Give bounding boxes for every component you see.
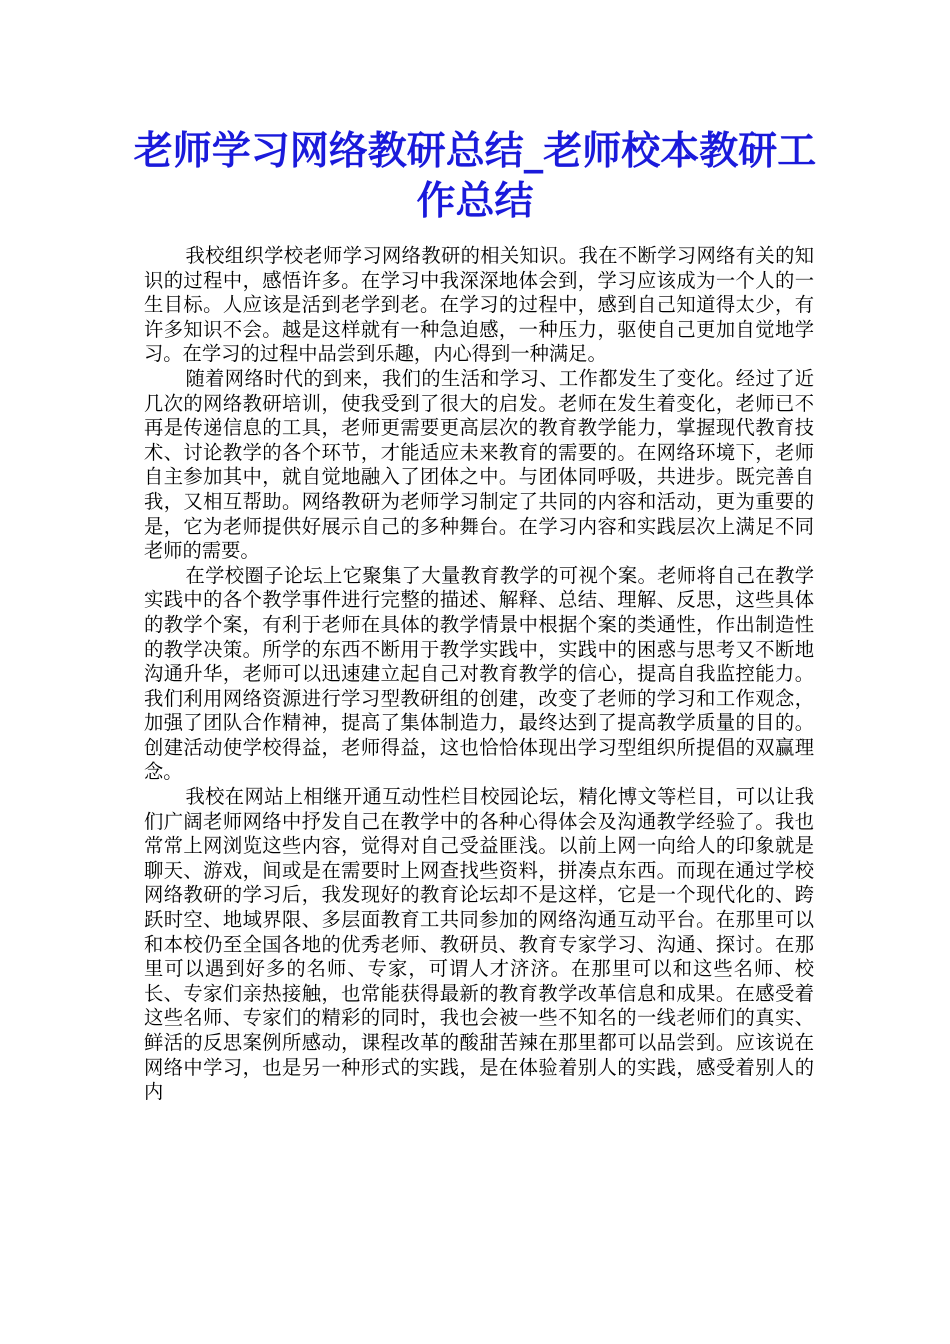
document-body — [144, 244, 814, 1105]
document-title: 老师学习网络教研总结_老师校本教研工作总结 — [133, 128, 817, 224]
paragraph-4: 我校在网站上相继开通互动性栏目校园论坛，精化博文等栏目，可以让我们广阔老师网络中抒发自己在教学中的各种心得体会及沟通教学经验了。我也常常上网浏览这些内容，觉得对自己受益匪浅。以前上网一向给人的印象就是聊天、游戏，间或是在需要时上网查找些资料，拼凑点东西。而现在通过学校网络教研的学习后，我发现好的教育论坛却不是这样，它是一个现代化的、跨跃时空、地域界限、多层面教育工共同参加的网络沟通互动平台。在那里可以和本校仍至全国各地的优秀老师、教研员、教育专家学习、沟通、探讨。在那里可以遇到好多的名师、专家，可谓人才济济。在那里可以和这些名师、校长、专家们亲热接触，也常能获得最新的教育教学改革信息和成果。在感受着这些名师、专家们的精彩的同时，我也会被一些不知名的一线老师们的真实、鲜活的反思案例所感动，课程改革的酸甜苦辣在那里都可以品尝到。应该说在网络中学习，也是另一种形式的实践，是在体验着别人的实践，感受着别人的内 — [144, 785, 814, 1104]
paragraph-1: 我校组织学校老师学习网络教研的相关知识。我在不断学习网络有关的知识的过程中，感悟许多。在学习中我深深地体会到，学习应该成为一个人的一生目标。人应该是活到老学到老。在学习的过程中，感到自己知道得太少，有许多知识不会。越是这样就有一种急迫感，一种压力，驱使自己更加自觉地学习。在学习的过程中品尝到乐趣，内心得到一种满足。 — [144, 244, 814, 366]
paragraph-3: 在学校圈子论坛上它聚集了大量教育教学的可视个案。老师将自己在教学实践中的各个教学事件进行完整的描述、解释、总结、理解、反思，这些具体的教学个案，有利于老师在具体的教学情景中根据个案的类通性，作出制造性的教学决策。所学的东西不断用于教学实践中，实践中的困惑与思考又不断地沟通升华，老师可以迅速建立起自己对教育教学的信心，提高自我监控能力。我们利用网络资源进行学习型教研组的创建，改变了老师的学习和工作观念，加强了团队合作精神，提高了集体制造力，最终达到了提高教学质量的目的。创建活动使学校得益，老师得益，这也恰恰体现出学习型组织所提倡的双赢理念。 — [144, 563, 814, 784]
paragraph-2: 随着网络时代的到来，我们的生活和学习、工作都发生了变化。经过了近几次的网络教研培训，使我受到了很大的启发。老师在发生着变化，老师已不再是传递信息的工具，老师更需要更高层次的教育教学能力，掌握现代教育技术、讨论教学的各个环节，才能适应未来教育的需要的。在网络环境下，老师自主参加其中，就自觉地融入了团体之中。与团体同呼吸，共进步。既完善自我，又相互帮助。网络教研为老师学习制定了共同的内容和活动，更为重要的是，它为老师提供好展示自己的多种舞台。在学习内容和实践层次上满足不同老师的需要。 — [144, 366, 814, 563]
